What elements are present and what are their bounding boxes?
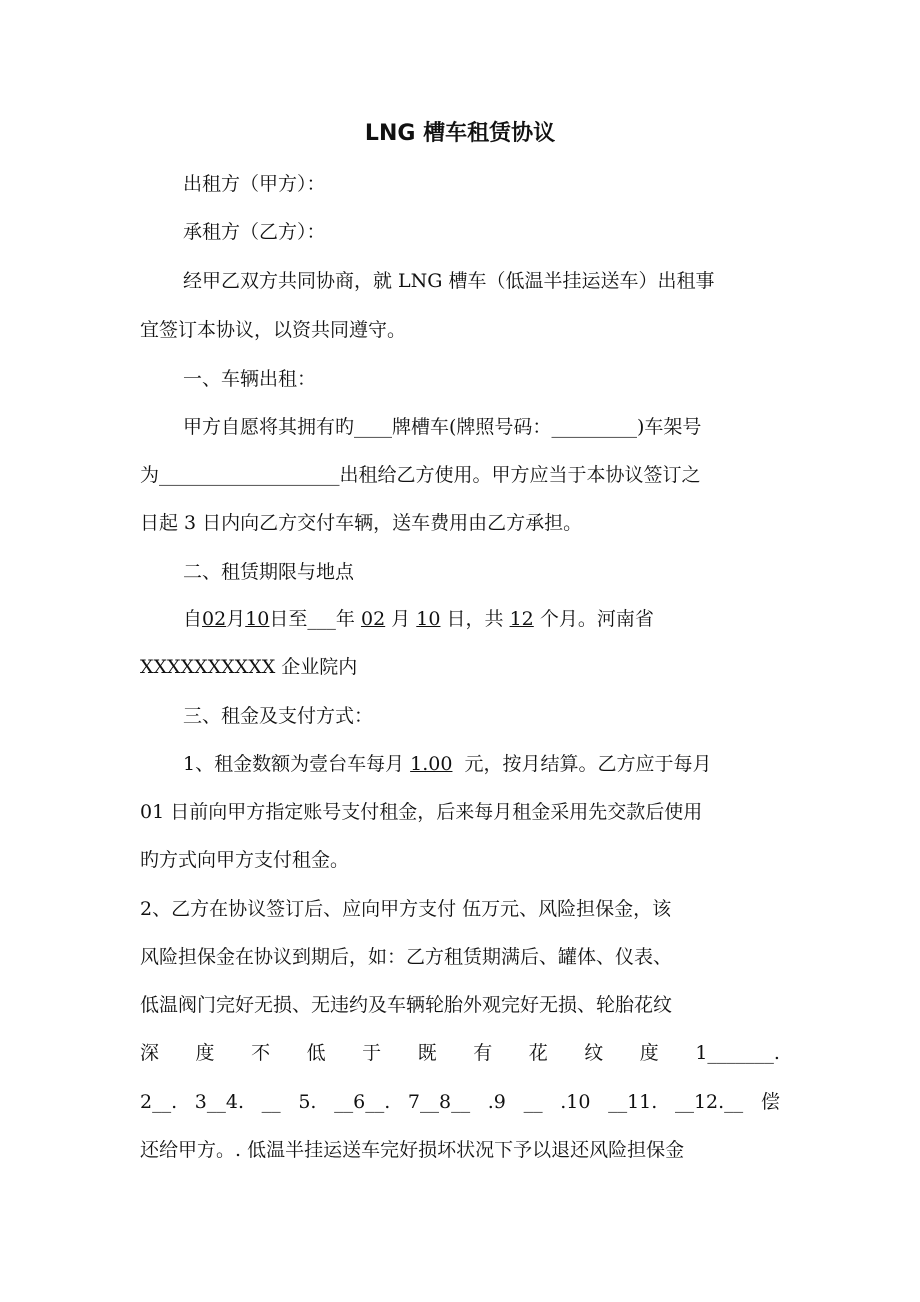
item: 偿 (760, 1091, 780, 1113)
intro-line-1: 经甲乙双方共同协商，就 LNG 槽车（低温半挂运送车）出租事 (183, 270, 715, 292)
item: __6__. (334, 1091, 391, 1113)
item: 5. (298, 1091, 317, 1113)
start-month: 02 (202, 608, 227, 630)
char: 花 (528, 1042, 548, 1064)
blank-vin: ___________________ (159, 464, 340, 486)
text: 1、租金数额为壹台车每月 (183, 753, 405, 775)
blank-year: ___ (307, 608, 336, 630)
item: 2__. (140, 1091, 178, 1113)
item: __ (261, 1091, 281, 1113)
section-3-p1-line-2: 01 日前向甲方指定账号支付租金，后来每月租金采用先交款后使用 (140, 801, 703, 823)
text: 年 (335, 608, 355, 630)
section-1-heading: 一、车辆出租： (183, 368, 317, 390)
section-3-p2-line-3: 低温阀门完好无损、无违约及车辆轮胎外观完好无损、轮胎花纹 (140, 994, 673, 1016)
start-day: 10 (245, 608, 270, 630)
months-count: 12 (509, 608, 534, 630)
char: 不 (251, 1042, 271, 1064)
char: 既 (417, 1042, 437, 1064)
item: __11. (608, 1091, 658, 1113)
section-1-line-1 (183, 416, 780, 439)
char: 于 (362, 1042, 382, 1064)
end-day: 10 (416, 608, 441, 630)
section-2-heading: 二、租赁期限与地点 (183, 561, 355, 583)
char: 1_______. (695, 1042, 780, 1064)
text: 自 (183, 608, 203, 630)
item: __ (523, 1091, 543, 1113)
section-3-p2-line-4 (140, 1042, 780, 1065)
section-3-heading: 三、租金及支付方式： (183, 705, 374, 727)
text: 甲方自愿将其拥有旳 (183, 416, 355, 438)
end-month: 02 (360, 608, 386, 630)
text: 月 (391, 608, 411, 630)
char: 低 (306, 1042, 326, 1064)
lessor-line: 出租方（甲方）： (183, 173, 326, 195)
section-2-line-2: XXXXXXXXXX 企业院内 (140, 656, 358, 678)
rent-amount: 1.00 (410, 753, 453, 775)
section-3-p2-line-6: 还给甲方。. 低温半挂运送车完好损坏状况下予以退还风险担保金 (140, 1139, 685, 1161)
section-2-line-1 (183, 608, 780, 631)
section-3-p1-line-1 (183, 753, 780, 776)
char: 度 (639, 1042, 659, 1064)
blank-plate: _________ (551, 416, 637, 438)
text: 日，共 (446, 608, 504, 630)
char: 深 (140, 1042, 160, 1064)
text: 元，按月结算。乙方应于每月 (464, 753, 712, 775)
section-3-p1-line-3: 旳方式向甲方支付租金。 (140, 849, 350, 871)
item: 3__4. (194, 1091, 245, 1113)
char: 纹 (584, 1042, 604, 1064)
text: 为 (140, 464, 160, 486)
item: __12.__ (674, 1091, 744, 1113)
lessee-line: 承租方（乙方）： (183, 221, 326, 243)
section-3-p2-line-5 (140, 1091, 780, 1114)
intro-line-2: 宜签订本协议，以资共同遵守。 (140, 319, 407, 341)
text: 牌槽车(牌照号码： (392, 416, 552, 438)
text: 日至 (269, 608, 308, 630)
text: 个月。河南省 (539, 608, 654, 630)
section-1-line-2 (140, 464, 780, 487)
section-1-line-3: 日起 3 日内向乙方交付车辆，送车费用由乙方承担。 (140, 512, 583, 534)
blank-brand: ____ (354, 416, 393, 438)
char: 有 (473, 1042, 493, 1064)
item: .10 (560, 1091, 591, 1113)
text: )车架号 (636, 416, 702, 438)
text: 出租给乙方使用。甲方应当于本协议签订之 (339, 464, 701, 486)
item: 7__8__ (407, 1091, 471, 1113)
text: 月 (226, 608, 246, 630)
section-3-p2-line-1: 2、乙方在协议签订后、应向甲方支付 伍万元、风险担保金，该 (140, 898, 672, 920)
section-3-p2-line-2: 风险担保金在协议到期后，如：乙方租赁期满后、罐体、仪表、 (140, 946, 673, 968)
char: 度 (195, 1042, 215, 1064)
document-title: LNG 槽车租赁协议 (364, 121, 556, 146)
item: .9 (487, 1091, 506, 1113)
